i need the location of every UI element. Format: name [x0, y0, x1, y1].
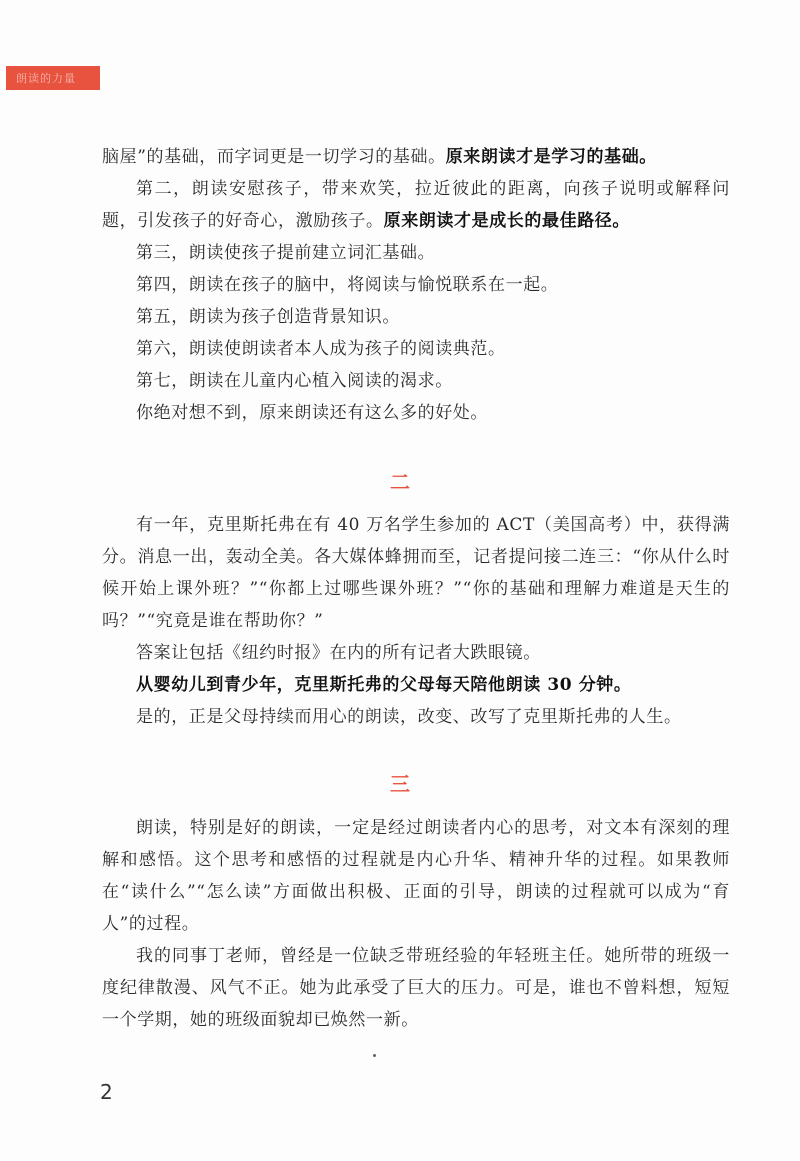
paragraph: 你绝对想不到，原来朗读还有这么多的好处。: [136, 403, 488, 423]
chapter-header-text: 朗读的力量: [16, 72, 76, 85]
paragraph: 我的同事丁老师，曾经是一位缺乏带班经验的年轻班主任。她所带的班级一度纪律散漫、风气不正。她为此承受了巨大的压力。可是，谁也不曾料想，短短一个学期，她的班级面貌却已焕然一新。: [102, 946, 730, 1030]
section-number: 二: [390, 470, 410, 494]
paragraph: 第七，朗读在儿童内心植入阅读的渴求。: [136, 371, 453, 391]
paragraph: 答案让包括《纽约时报》在内的所有记者大跌眼镜。: [136, 643, 541, 663]
paragraph: 第四，朗读在孩子的脑中，将阅读与愉悦联系在一起。: [136, 275, 559, 295]
paragraph: 第三，朗读使孩子提前建立词汇基础。: [136, 243, 436, 263]
section-1-text: [102, 141, 730, 429]
section-number: 三: [390, 772, 410, 796]
section-2-text: [102, 509, 730, 733]
emphasis-text: 原来朗读才是成长的最佳路径。: [383, 211, 631, 231]
paragraph: 朗读，特别是好的朗读，一定是经过朗读者内心的思考，对文本有深刻的理解和感悟。这个思考和感悟的过程就是内心升华、精神升华的过程。如果教师在“读什么”“怎么读”方面做出积极、正面的引导，朗读的过程就可以成为“育人”的过程。: [102, 818, 730, 934]
paragraph: 第六，朗读使朗读者本人成为孩子的阅读典范。: [136, 339, 506, 359]
paragraph: 有一年，克里斯托弗在有 40 万名学生参加的 ACT（美国高考）中，获得满分。消息一出，轰动全美。各大媒体蜂拥而至，记者提问接二连三：“你从什么时候开始上课外班？”“你都上过哪些课外班？”“你的基础和理解力难道是天生的吗？”“究竟是谁在帮助你？”: [102, 515, 730, 631]
emphasis-paragraph: 从婴幼儿到青少年，克里斯托弗的父母每天陪他朗读 30 分钟。: [136, 675, 632, 695]
paragraph: 是的，正是父母持续而用心的朗读，改变、改写了克里斯托弗的人生。: [136, 707, 682, 727]
chapter-header-tab: [6, 66, 100, 90]
paragraph: 第五，朗读为孩子创造背景知识。: [136, 307, 400, 327]
page-number: 2: [100, 1080, 113, 1104]
paragraph-text: 第二，朗读安慰孩子，带来欢笑，拉近彼此的距离，向孩子说明或解释问题，引发孩子的好奇心，激励孩子。: [102, 179, 730, 231]
paragraph: [102, 141, 730, 173]
paragraph-text: 脑屋”的基础，而字词更是一切学习的基础。: [102, 147, 446, 167]
scan-dot: [373, 1054, 376, 1057]
section-3-text: [102, 812, 730, 1036]
paragraph: [102, 173, 730, 237]
emphasis-text: 原来朗读才是学习的基础。: [445, 147, 657, 167]
